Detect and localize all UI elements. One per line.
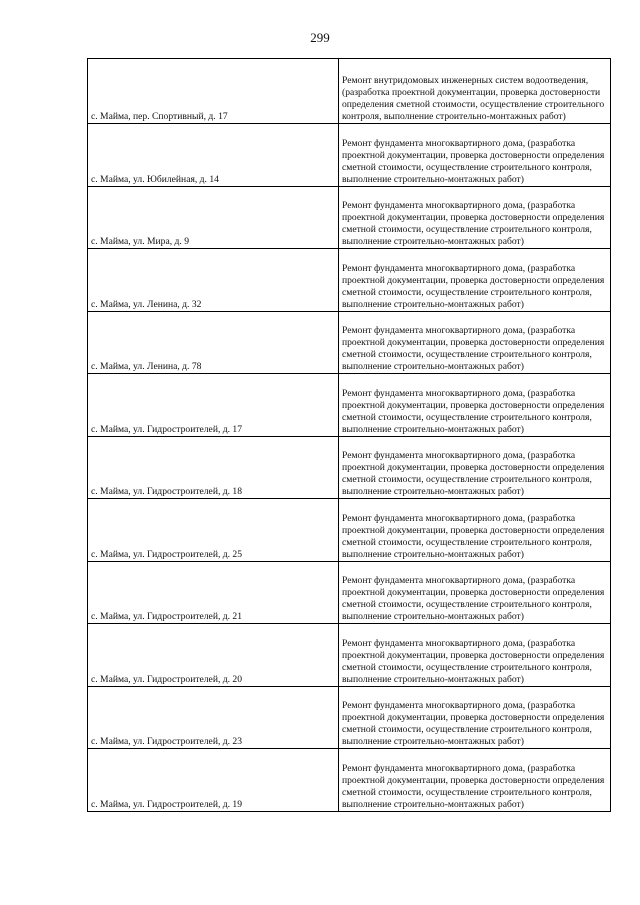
work-description-cell: Ремонт фундамента многоквартирного дома, (разработка проектной документации, проверка достоверности определения сметной стоимости, осуществление строительного контроля, выполнение строительно-монтажных работ) <box>339 561 611 624</box>
address-cell: с. Майма, ул. Гидростроителей, д. 17 <box>88 374 339 437</box>
address-cell: с. Майма, ул. Ленина, д. 32 <box>88 249 339 312</box>
work-description-cell: Ремонт фундамента многоквартирного дома, (разработка проектной документации, проверка достоверности определения сметной стоимости, осуществление строительного контроля, выполнение строительно-монтажных работ) <box>339 436 611 499</box>
address-cell: с. Майма, ул. Гидростроителей, д. 19 <box>88 749 339 812</box>
work-description-cell: Ремонт фундамента многоквартирного дома, (разработка проектной документации, проверка достоверности определения сметной стоимости, осуществление строительного контроля, выполнение строительно-монтажных работ) <box>339 686 611 749</box>
table-row <box>88 749 611 812</box>
address-cell: с. Майма, ул. Гидростроителей, д. 25 <box>88 499 339 562</box>
works-table-body <box>88 59 611 812</box>
address-cell: с. Майма, ул. Мира, д. 9 <box>88 186 339 249</box>
work-description-cell: Ремонт фундамента многоквартирного дома, (разработка проектной документации, проверка достоверности определения сметной стоимости, осуществление строительного контроля, выполнение строительно-монтажных работ) <box>339 186 611 249</box>
table-row <box>88 436 611 499</box>
address-cell: с. Майма, ул. Ленина, д. 78 <box>88 311 339 374</box>
table-row <box>88 499 611 562</box>
work-description-cell: Ремонт фундамента многоквартирного дома, (разработка проектной документации, проверка достоверности определения сметной стоимости, осуществление строительного контроля, выполнение строительно-монтажных работ) <box>339 624 611 687</box>
address-cell: с. Майма, ул. Гидростроителей, д. 20 <box>88 624 339 687</box>
table-row <box>88 59 611 124</box>
works-table <box>87 58 611 812</box>
table-row <box>88 186 611 249</box>
table-row <box>88 561 611 624</box>
work-description-cell: Ремонт фундамента многоквартирного дома, (разработка проектной документации, проверка достоверности определения сметной стоимости, осуществление строительного контроля, выполнение строительно-монтажных работ) <box>339 249 611 312</box>
table-row <box>88 374 611 437</box>
address-cell: с. Майма, ул. Гидростроителей, д. 23 <box>88 686 339 749</box>
work-description-cell: Ремонт фундамента многоквартирного дома, (разработка проектной документации, проверка достоверности определения сметной стоимости, осуществление строительного контроля, выполнение строительно-монтажных работ) <box>339 311 611 374</box>
address-cell: с. Майма, ул. Юбилейная, д. 14 <box>88 124 339 187</box>
table-row <box>88 624 611 687</box>
table-row <box>88 311 611 374</box>
page-number: 299 <box>310 30 330 45</box>
work-description-cell: Ремонт фундамента многоквартирного дома, (разработка проектной документации, проверка достоверности определения сметной стоимости, осуществление строительного контроля, выполнение строительно-монтажных работ) <box>339 499 611 562</box>
work-description-cell: Ремонт фундамента многоквартирного дома, (разработка проектной документации, проверка достоверности определения сметной стоимости, осуществление строительного контроля, выполнение строительно-монтажных работ) <box>339 374 611 437</box>
table-row <box>88 124 611 187</box>
address-cell: с. Майма, ул. Гидростроителей, д. 18 <box>88 436 339 499</box>
work-description-cell: Ремонт фундамента многоквартирного дома, (разработка проектной документации, проверка достоверности определения сметной стоимости, осуществление строительного контроля, выполнение строительно-монтажных работ) <box>339 749 611 812</box>
table-row <box>88 686 611 749</box>
address-cell: с. Майма, ул. Гидростроителей, д. 21 <box>88 561 339 624</box>
work-description-cell: Ремонт внутридомовых инженерных систем водоотведения, (разработка проектной документации, проверка достоверности определения сметной стоимости, осуществление строительного контроля, выполнение строительно-монтажных работ) <box>339 59 611 124</box>
address-cell: с. Майма, пер. Спортивный, д. 17 <box>88 59 339 124</box>
work-description-cell: Ремонт фундамента многоквартирного дома, (разработка проектной документации, проверка достоверности определения сметной стоимости, осуществление строительного контроля, выполнение строительно-монтажных работ) <box>339 124 611 187</box>
table-row <box>88 249 611 312</box>
